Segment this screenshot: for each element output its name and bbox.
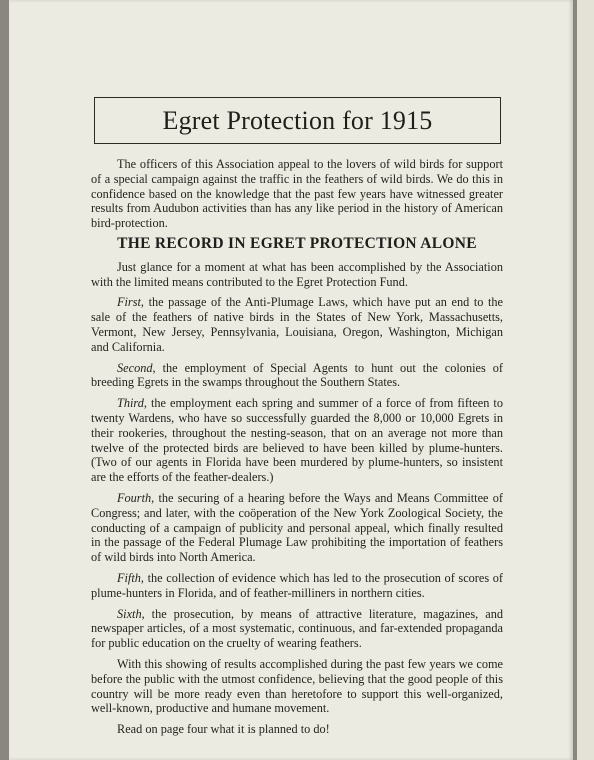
item-lead: Fifth [117, 570, 141, 585]
item-text: , the prosecution, by means of attractive literature, magazines, and newspaper articles, of a most systematic, continuous, and far-extended propaganda for public education on the cruelty of wearing feathers. [91, 606, 503, 651]
item-lead: Fourth [117, 490, 152, 505]
item-lead: Second [117, 360, 153, 375]
adjacent-page-edge [577, 0, 594, 760]
item-lead: Third [117, 396, 144, 411]
item-fourth [91, 491, 503, 565]
item-text: , the securing of a hearing before the Ways and Means Committee of Congress; and later, with the coöperation of the New York Zoological Society, the conducting of a campaign of publicity and personal appeal, which finally resulted in the passage of the Federal Plumage Law prohibiting the importation of feathers of wild birds into North America. [91, 490, 503, 565]
title-box [94, 97, 501, 144]
item-text: , the employment of Special Agents to hunt out the colonies of breeding Egrets in the swamps throughout the Southern States. [91, 360, 503, 390]
item-text: , the collection of evidence which has led to the prosecution of scores of plume-hunters in Florida, and of feather-milliners in northern cities. [91, 570, 503, 600]
item-lead: Sixth [117, 606, 142, 621]
page [9, 0, 573, 760]
item-second [91, 361, 503, 391]
glance-paragraph: Just glance for a moment at what has been accomplished by the Association with the limited means contributed to the Egret Protection Fund. [91, 259, 503, 289]
item-fifth [91, 571, 503, 601]
item-first [91, 295, 503, 354]
body-text [91, 157, 503, 743]
item-sixth [91, 607, 503, 651]
intro-paragraph: The officers of this Association appeal to the lovers of wild birds for support of a special campaign against the traffic in the feathers of wild birds. We do this in confidence based on the knowledge that the past few years have witnessed greater results from Audubon activities than has any like period in the history of American bird-protection. [91, 157, 503, 231]
item-text: , the employment each spring and summer of a force of from fifteen to twenty Wardens, who have so successfully guarded the 8,000 or 10,000 Egrets in their rookeries, throughout the nesting-season, that on an average not more than twelve of the protected birds are believed to have been killed by plume-hunters. (Two of our agents in Florida have been murdered by plume-hunters, so insistent are the efforts of the feather-dealers.) [91, 396, 503, 485]
item-third [91, 396, 503, 485]
section-heading: THE RECORD IN EGRET PROTECTION ALONE [117, 234, 477, 252]
final-line: Read on page four what it is planned to do! [117, 722, 330, 737]
closing-paragraph: With this showing of results accomplished during the past few years we come before the public with the utmost confidence, believing that the good people of this country will be more ready even than heretofore to support this well-organized, well-known, productive and humane movement. [91, 656, 503, 716]
item-text: , the passage of the Anti-Plumage Laws, which have put an end to the sale of the feathers of native birds in the States of New York, Massachusetts, Vermont, New Jersey, Pennsylvania, Louisiana, Oregon, Washington, Michigan and California. [91, 295, 503, 354]
item-lead: First [117, 295, 141, 310]
page-title: Egret Protection for 1915 [162, 105, 433, 135]
